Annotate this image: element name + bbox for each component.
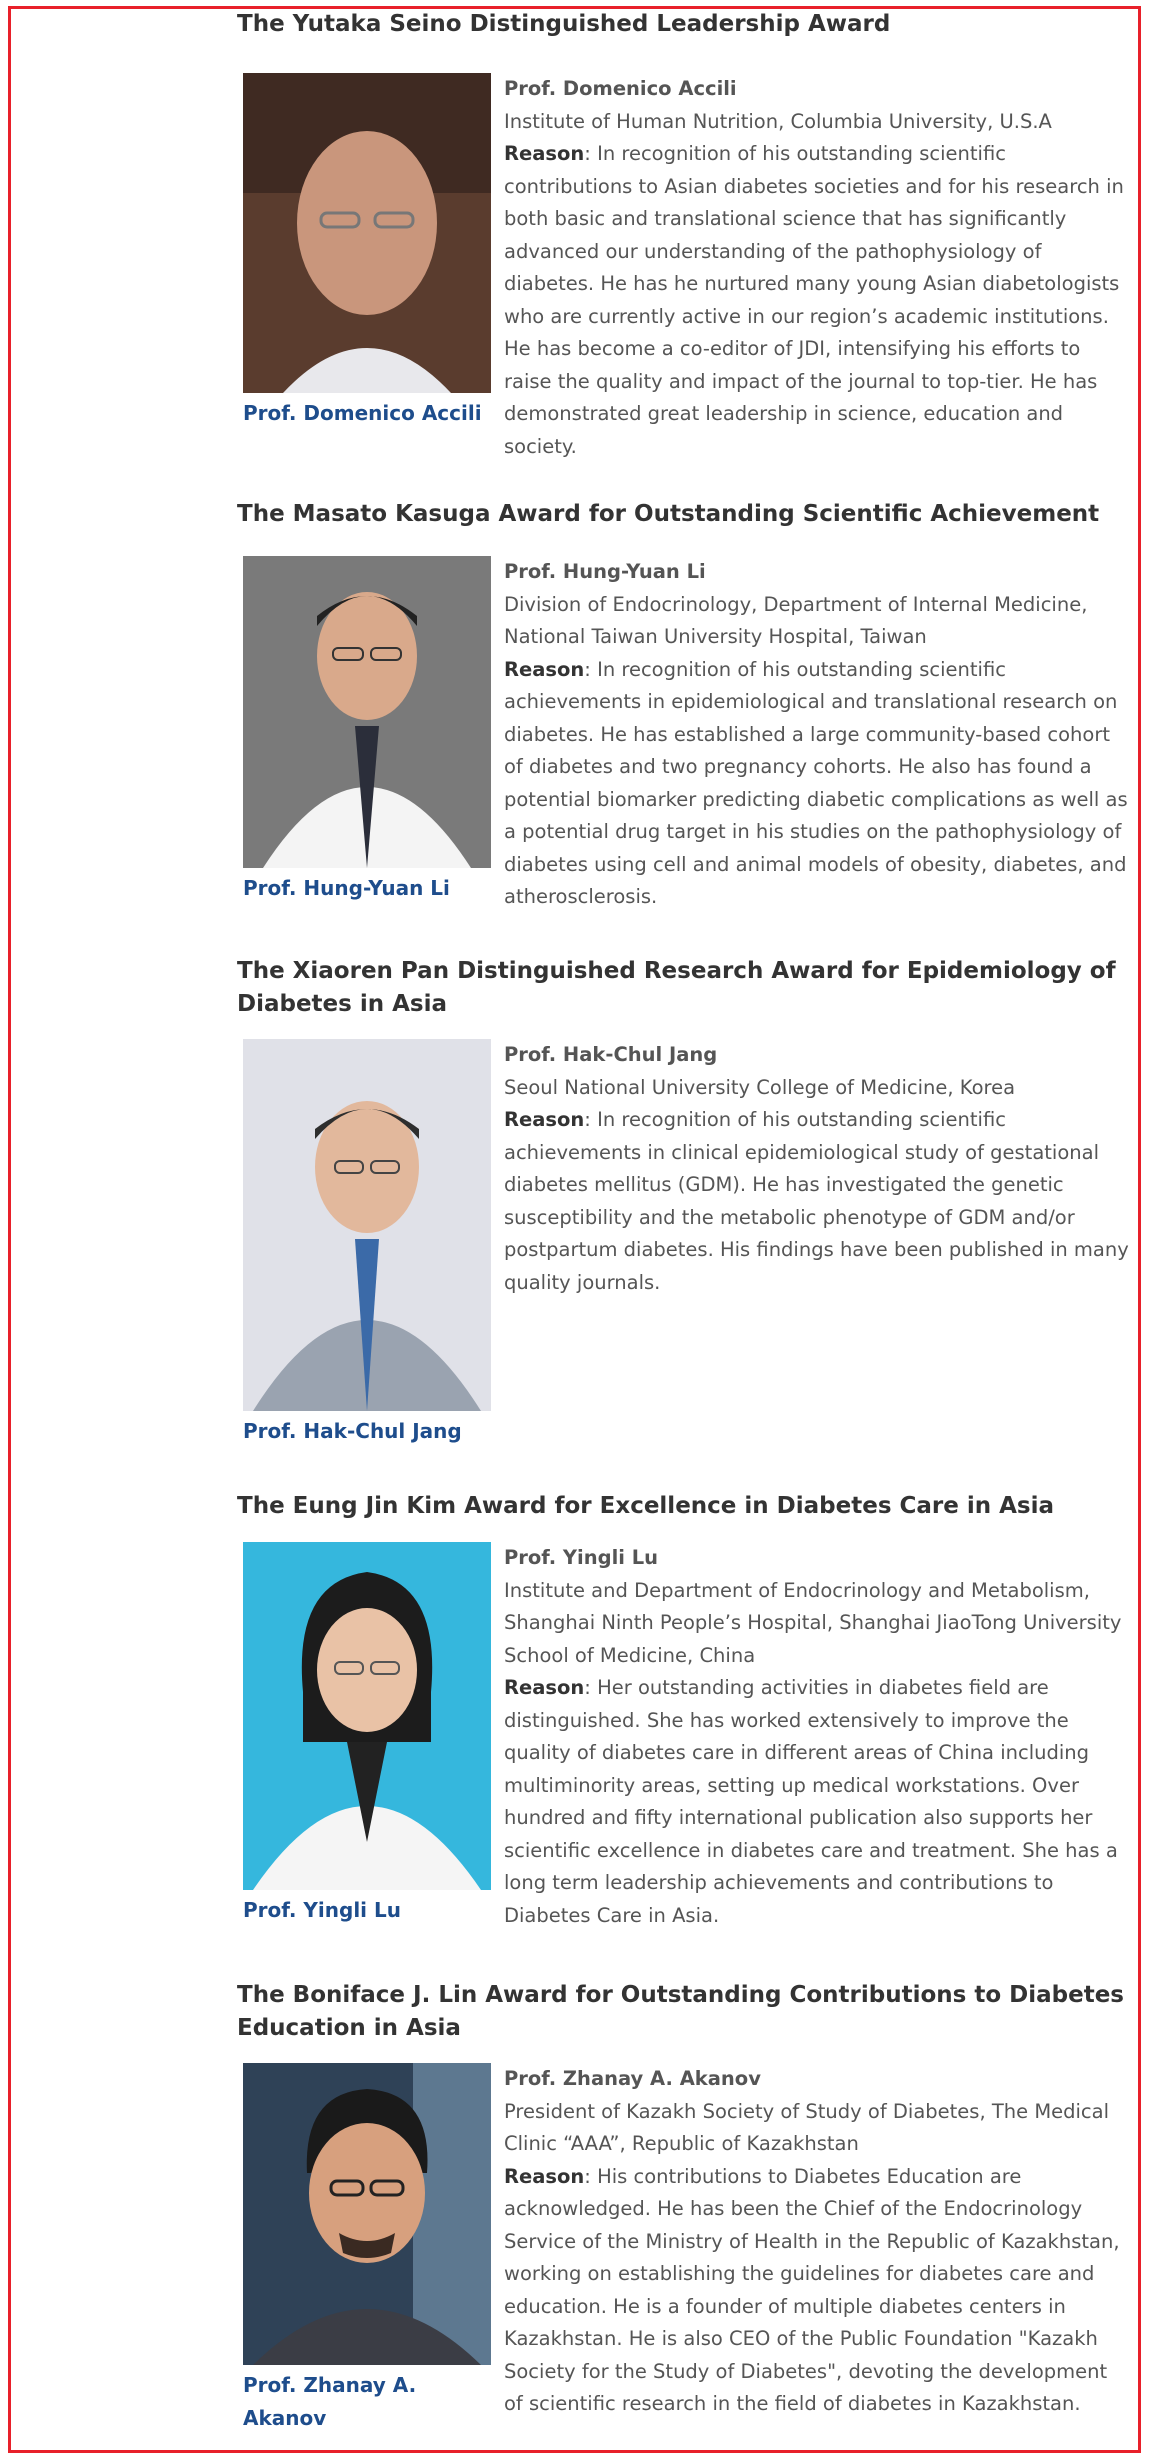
award-section	[237, 1979, 1137, 2430]
award-reason	[504, 138, 1130, 463]
award-title: The Xiaoren Pan Distinguished Research Award for Epidemiology of Diabetes in Asia	[237, 958, 1116, 1017]
awardee-affiliation: Institute of Human Nutrition, Columbia University, U.S.A	[504, 109, 1052, 133]
awardee-details	[504, 1039, 1130, 1299]
reason-text: : Her outstanding activities in diabetes field are distinguished. She has worked extensively to improve the quality of diabetes care in different areas of China including multiminority areas, setting up medical workstations. Over hundred and fifty international publication also supports her scientific excellence in diabetes care and treatment. She has a long term leadership achievements and contributions to Diabetes Care in Asia.	[504, 1676, 1118, 1927]
award-title: The Yutaka Seino Distinguished Leadership Award	[237, 11, 891, 37]
reason-text: : In recognition of his outstanding scientific achievements in clinical epidemiological study of gestational diabetes mellitus (GDM). He has investigated the genetic susceptibility and the metabolic phenotype of GDM and/or postpartum diabetes. His findings have been published in many quality journals.	[504, 1108, 1129, 1294]
award-title: The Masato Kasuga Award for Outstanding Scientific Achievement	[237, 501, 1100, 527]
reason-label: Reason	[504, 2164, 585, 2188]
awardee-photo	[243, 73, 491, 393]
awardee-photo-column	[243, 2063, 493, 2435]
awardee-photo-column	[243, 556, 493, 905]
award-reason	[504, 1672, 1130, 1932]
awardee-name: Prof. Zhanay A. Akanov	[504, 2067, 761, 2090]
awardee-details	[504, 73, 1130, 463]
award-title: The Eung Jin Kim Award for Excellence in Diabetes Care in Asia	[237, 1493, 1055, 1519]
award-section	[237, 8, 1137, 458]
awardee-photo-column	[243, 1542, 493, 1927]
awardee-affiliation: Seoul National University College of Medicine, Korea	[504, 1075, 1016, 1099]
awardee-name: Prof. Hung-Yuan Li	[504, 560, 706, 583]
awardee-affiliation: Institute and Department of Endocrinology and Metabolism, Shanghai Ninth People’s Hospital, Shanghai JiaoTong University School of Medicine, China	[504, 1578, 1122, 1667]
award-section	[237, 1490, 1137, 1927]
awardee-name: Prof. Yingli Lu	[504, 1546, 659, 1569]
awardee-details	[504, 1542, 1130, 1932]
award-reason	[504, 2161, 1130, 2421]
award-reason	[504, 1104, 1130, 1299]
awardee-photo-column	[243, 73, 493, 430]
awardee-details	[504, 556, 1130, 914]
award-reason	[504, 654, 1130, 914]
awardee-photo	[243, 1039, 491, 1411]
awardee-photo	[243, 1542, 491, 1890]
reason-text: : His contributions to Diabetes Education are acknowledged. He has been the Chief of the Endocrinology Service of the Ministry of Health in the Republic of Kazakhstan, working on establishing the guidelines for diabetes care and education. He is a founder of multiple diabetes centers in Kazakhstan. He is also CEO of the Public Foundation "Kazakh Society for the Study of Diabetes", devoting the development of scientific research in the field of diabetes in Kazakhstan.	[504, 2164, 1120, 2415]
reason-label: Reason	[504, 1108, 585, 1131]
awardee-photo	[243, 2063, 491, 2365]
award-title: The Boniface J. Lin Award for Outstanding Contributions to Diabetes Education in Asia	[237, 1982, 1124, 2041]
awardee-photo	[243, 556, 491, 868]
reason-label: Reason	[504, 1676, 585, 1699]
photo-caption: Prof. Domenico Accili	[243, 401, 482, 425]
awardee-name: Prof. Domenico Accili	[504, 77, 737, 100]
photo-caption: Prof. Hak-Chul Jang	[243, 1419, 462, 1443]
reason-label: Reason	[504, 142, 585, 165]
award-section	[237, 498, 1137, 908]
awardee-affiliation: President of Kazakh Society of Study of Diabetes, The Medical Clinic “AAA”, Republic of Kazakhstan	[504, 2099, 1110, 2155]
awardee-details	[504, 2063, 1130, 2421]
reason-text: : In recognition of his outstanding scientific achievements in epidemiological and translational research on diabetes. He has established a large community-based cohort of diabetes and two pregnancy cohorts. He also has found a potential biomarker predicting diabetic complications as well as a potential drug target in his studies on the pathophysiology of diabetes using cell and animal models of obesity, diabetes, and atherosclerosis.	[504, 657, 1128, 908]
photo-caption: Prof. Yingli Lu	[243, 1898, 401, 1922]
awardee-photo-column	[243, 1039, 493, 1448]
awardee-affiliation: Division of Endocrinology, Department of Internal Medicine, National Taiwan University Hospital, Taiwan	[504, 592, 1088, 648]
photo-caption: Prof. Hung-Yuan Li	[243, 876, 450, 900]
reason-text: : In recognition of his outstanding scientific contributions to Asian diabetes societies and for his research in both basic and translational science that has significantly advanced our understanding of the pathophysiology of diabetes. He has he nurtured many young Asian diabetologists who are currently active in our region’s academic institutions. He has become a co-editor of JDI, intensifying his efforts to raise the quality and impact of the journal to top-tier. He has demonstrated great leadership in science, education and society.	[504, 142, 1124, 458]
reason-label: Reason	[504, 657, 585, 681]
award-section	[237, 955, 1137, 1443]
photo-caption: Prof. Zhanay A. Akanov	[243, 2373, 417, 2430]
awardee-name: Prof. Hak-Chul Jang	[504, 1043, 718, 1066]
